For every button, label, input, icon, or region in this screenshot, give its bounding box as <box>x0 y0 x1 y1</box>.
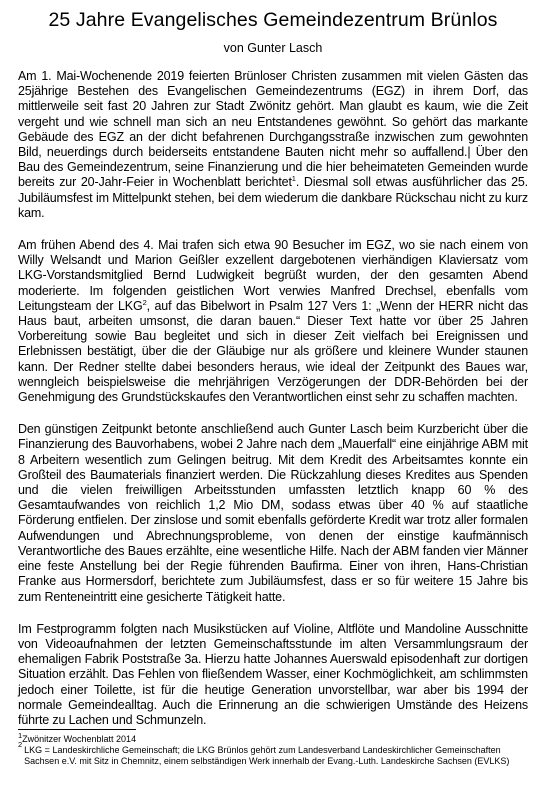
footnote-text: LKG = Landeskirchliche Gemeinschaft; die LKG Brünlos gehört zum Landesverband Landeskirchlicher Gemeinschaften Sachsen e.V. mit Sitz in Chemnitz, einem selbständigen Werk innerhalb der Evang.-Luth. Landeskirche Sachsen (EVLKS) <box>24 745 510 766</box>
paragraph-text: Am 1. Mai-Wochenende 2019 feierten Brünloser Christen zusammen mit vielen Gästen das 25jährige Bestehen des Evangelischen Gemeindezentrums (EGZ) in ihrem Dorf, das mittlerweile seit fast 20 Jahren zur Stadt Zwönitz gehört. Man glaubt es kaum, wie die Zeit vergeht und wie schnell man sich an neu Entstandenes gewöhnt. So gehört das markante Gebäude des EGZ an der dicht befahrenen Durchgangsstraße inzwischen zum gewohnten Bild, neuerdings durch beiderseits entstandene Bauten nicht mehr so auffallend.| Über den Bau des Gemeindezentrum, seine Finanzierung und die hier beheimateten Gemeinden wurde bereits zur 20-Jahr-Feier in Wochenblatt berichtet <box>18 69 528 190</box>
footnote-reference[interactable]: 1 <box>291 174 296 184</box>
footnote <box>18 740 528 767</box>
paragraph-text: Den günstigen Zeitpunkt betonte anschließend auch Gunter Lasch beim Kurzbericht über die Finanzierung des Bauvorhabens, wobei 2 Jahre nach dem „Mauerfall“ eine einjährige ABM mit 8 Arbeitern wesentlich zum Gelingen beitrug. Mit dem Kredit des Arbeitsamtes konnte ein Großteil des Baumaterials finanziert werden. Die Rückzahlung dieses Kredites aus Spenden und die vielen freiwilligen Arbeitsstunden umfassten letztlich knapp 60 % des Gesamtaufwandes von reichlich 1,2 Mio DM, sodass etwas über 40 % auf staatliche Förderung entfielen. Der zinslose und somit ebenfalls geförderte Kredit war trotz aller formalen Aufwendungen und Abrechnungsprobleme, von denen der einstige kaufmännisch Verantwortliche des Baues erzählte, eine wesentliche Hilfe. Nach der ABM fanden vier Männer eine feste Anstellung bei der Regie führenden Baufirma. Einer von ihren, Hans-Christian Franke aus Hormersdorf, berichtete zum Jubiläumsfest, dass er so für weitere 15 Jahre bis zum Renteneintritt eine gesicherte Tätigkeit hatte. <box>18 422 528 604</box>
paragraph-text: Im Festprogramm folgten nach Musikstücken auf Violine, Altflöte und Mandoline Ausschnitte von Videoaufnahmen der letzten Gemeinschaftsstunde im alten Versammlungsraum der ehemaligen Fabrik Poststraße 3a. Hierzu hatte Johannes Auerswald episodenhaft zur dortigen Situation erzählt. Das Fehlen von fließendem Wasser, einer Kochmöglichkeit, am schlimmsten jedoch einer Toilette, ist für die heutige Generation unvorstellbar, war aber bis 1994 der normale Gemeindealltag. Auch die Erinnerung an die schwierigen Umstände des Heizens führte zu Lachen und Schmunzeln. <box>18 621 528 727</box>
footnotes <box>18 729 528 767</box>
paragraph <box>18 69 528 221</box>
footnote-mark: 2 <box>18 740 23 749</box>
paragraph-text-continued: , auf das Bibelwort in Psalm 127 Vers 1: „Wenn der HERR nicht das Haus baut, arbeiten umsonst, die daran bauen.“ Dieser Text hatte vor über 25 Jahren Vorbereitung sowie Bau begleitet und sich in dieser Zeit vielfach bei Ereignissen und Erlebnissen bestätigt, über die der Gläubige nur als größere und kleinere Wunder staunen kann. Der Redner stellte dabei besonders heraus, wie ideal der Zeitpunkt des Baues war, wenngleich beispielsweise die mehrjährigen Verzögerungen der DDR-Behörden bei der Genehmigung des Grundstückskaufes den Verantwortlichen einst sehr zu schaffen machten. <box>18 298 529 405</box>
footnote-reference[interactable]: 2 <box>142 297 147 307</box>
footnote-divider <box>18 729 136 730</box>
paragraph-text: Am frühen Abend des 4. Mai trafen sich etwa 90 Besucher im EGZ, wo sie nach einem von Willy Welsandt und Marion Geißler exzellent dargebotenen vierhändigen Klaviersatz vom LKG-Vorstandsmitglied Bernd Ludwigkeit begrüßt wurden, der den gesamten Abend moderierte. Im folgenden geistlichen Wort verwies Manfred Drechsel, ebenfalls vom Leitungsteam der LKG <box>18 238 528 313</box>
paragraph <box>18 622 528 728</box>
document-title: 25 Jahre Evangelisches Gemeindezentrum Brünlos <box>48 9 498 31</box>
footnote-text: Zwönitzer Wochenblatt 2014 <box>22 734 137 744</box>
paragraph-text-continued: . Diesmal soll etwas ausführlicher das 25. Jubiläumsfest im Mittelpunkt stehen, bei dem wiederum die dankbare Rückschau nicht zu kurz kam. <box>18 175 528 220</box>
footnote-mark: 1 <box>18 731 23 740</box>
paragraph <box>18 238 528 405</box>
document-author: von Gunter Lasch <box>223 41 323 55</box>
article-body <box>18 69 528 728</box>
footnote <box>18 731 528 745</box>
paragraph <box>18 422 528 604</box>
